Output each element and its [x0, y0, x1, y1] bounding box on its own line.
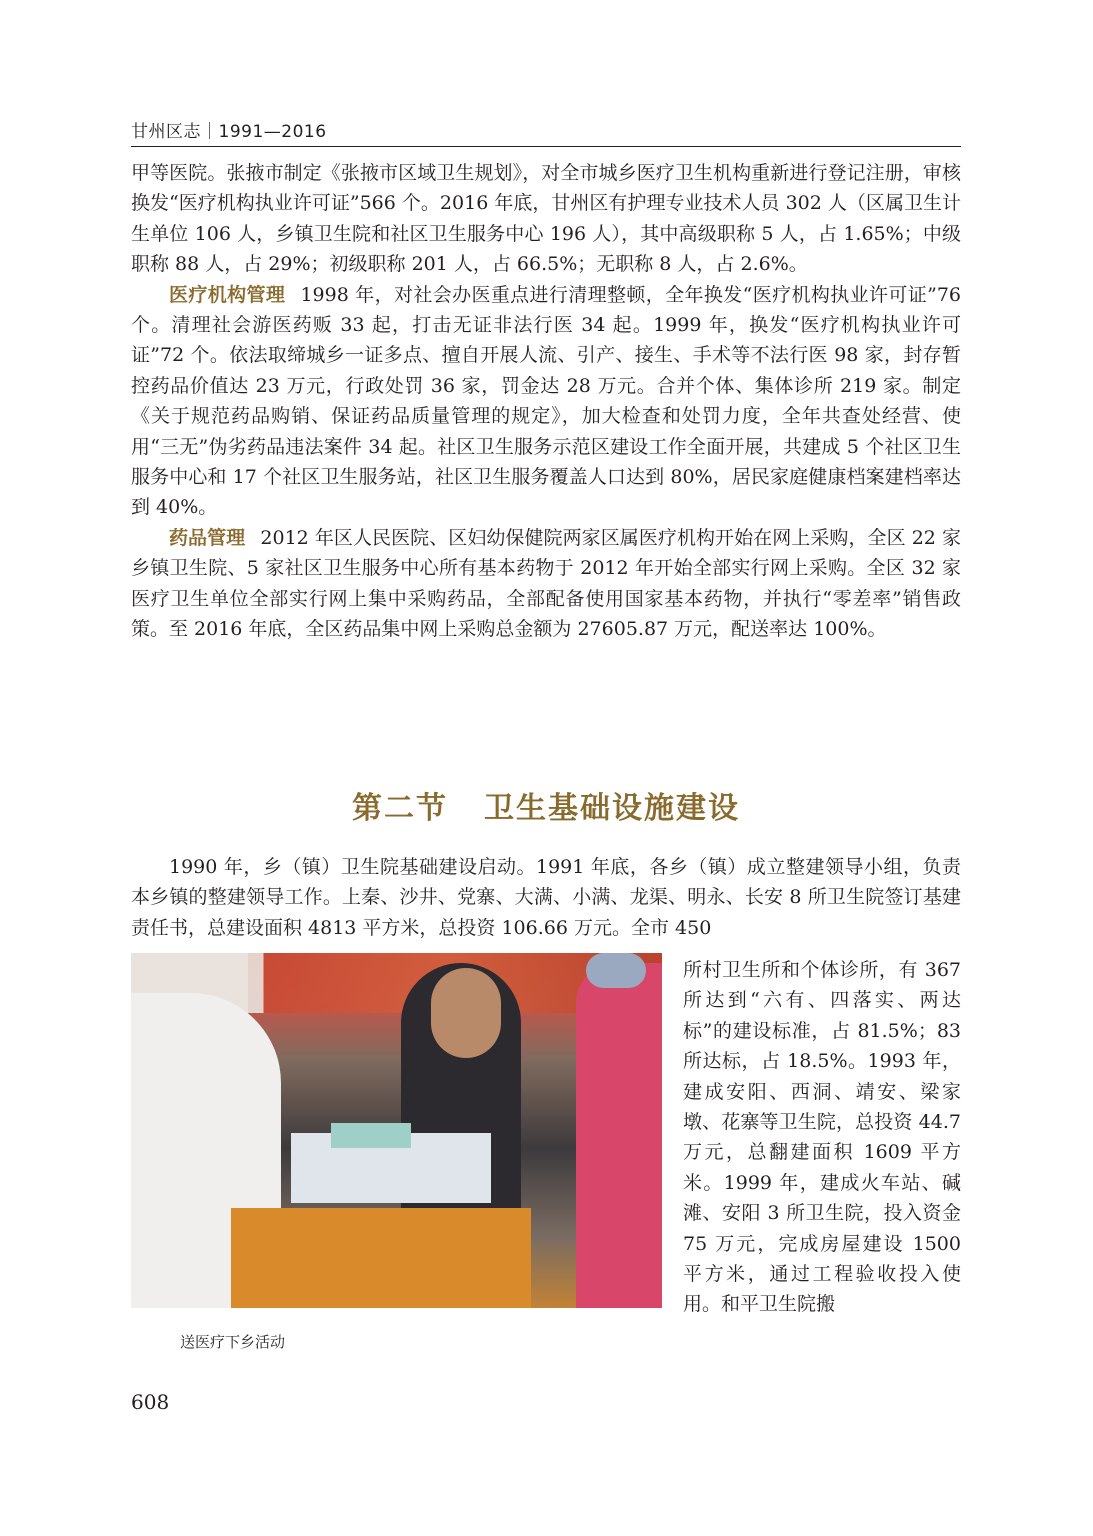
paragraph-institution-management-text: 1998 年，对社会办医重点进行清理整顿，全年换发“医疗机构执业许可证”76 个。清理社会游医药贩 33 起，打击无证非法行医 34 起。1999 年，换发“医疗机构执业许可证”72 个。依法取缔城乡一证多点、擅自开展人流、引产、接生、手术等不法行医 98 家，封存暂控药品价值达 23 万元，行政处罚 36 家，罚金达 28 万元。合并个体、集体诊所 219 家。制定《关于规范药品购销、保证药品质量管理的规定》，加大检查和处罚力度，全年共查处经营、使用“三无”伪劣药品违法案件 34 起。社区卫生服务示范区建设工作全面开展，共建成 5 个社区卫生服务中心和 17 个社区卫生服务站，社区卫生服务覆盖人口达到 80%，居民家庭健康档案建档率达到 40%。: [131, 283, 961, 519]
page-number: 608: [131, 1390, 170, 1414]
term-institution-management: 医疗机构管理: [169, 283, 286, 306]
section-name: 卫生基础设施建设: [484, 791, 740, 826]
wrapped-side-text: 所村卫生所和个体诊所，有 367 所达到“六有、四落实、两达标”的建设标准，占 81.5%；83 所达标，占 18.5%。1993 年，建成安阳、西洞、靖安、梁家墩、花寨等卫生院，总投资 44.7 万元，总翻建面积 1609 平方米。1999 年，建成火车站、碱滩、安阳 3 所卫生院，投入资金 75 万元，完成房屋建设 1500 平方米，通过工程验收投入使用。和平卫生院搬: [683, 959, 961, 1316]
term-drug-management: 药品管理: [169, 526, 246, 549]
section-intro-paragraph: 1990 年，乡（镇）卫生院基础建设启动。1991 年底，各乡（镇）成立整建领导小组，负责本乡镇的整建领导工作。上秦、沙井、党寨、大满、小满、龙渠、明永、长安 8 所卫生院签订基建责任书，总建设面积 4813 平方米，总投资 106.66 万元。全市 450: [131, 856, 961, 939]
photo-caption: 送医疗下乡活动: [180, 1333, 286, 1351]
header-rule: [131, 146, 961, 147]
section-title: [131, 783, 961, 827]
section-intro-block: [131, 852, 961, 943]
section-number: 第二节: [352, 791, 448, 826]
paragraph-drug-management-text: 2012 年区人民医院、区妇幼保健院两家区属医疗机构开始在网上采购，全区 22 家乡镇卫生院、5 家社区卫生服务中心所有基本药物于 2012 年开始全部实行网上采购。全区 32 家医疗卫生单位全部实行网上集中采购药品，全部配备使用国家基本药物，并执行“零差率”销售政策。至 2016 年底，全区药品集中网上采购总金额为 27605.87 万元，配送率达 100%。: [131, 526, 961, 641]
paragraph-continued: 甲等医院。张掖市制定《张掖市区域卫生规划》，对全市城乡医疗卫生机构重新进行登记注册，审核换发“医疗机构执业许可证”566 个。2016 年底，甘州区有护理专业技术人员 302 人（区属卫生计生单位 106 人，乡镇卫生院和社区卫生服务中心 196 人），其中高级职称 5 人，占 1.65%；中级职称 88 人，占 29%；初级职称 201 人，占 66.5%；无职称 8 人，占 2.6%。: [131, 162, 961, 276]
paragraph-drug-management: [131, 523, 961, 645]
main-text-block: [131, 158, 961, 645]
paragraph-institution-management: [131, 280, 961, 523]
photo-medical-outreach: [131, 953, 662, 1308]
running-header: 甘州区志｜1991—2016: [131, 122, 327, 142]
